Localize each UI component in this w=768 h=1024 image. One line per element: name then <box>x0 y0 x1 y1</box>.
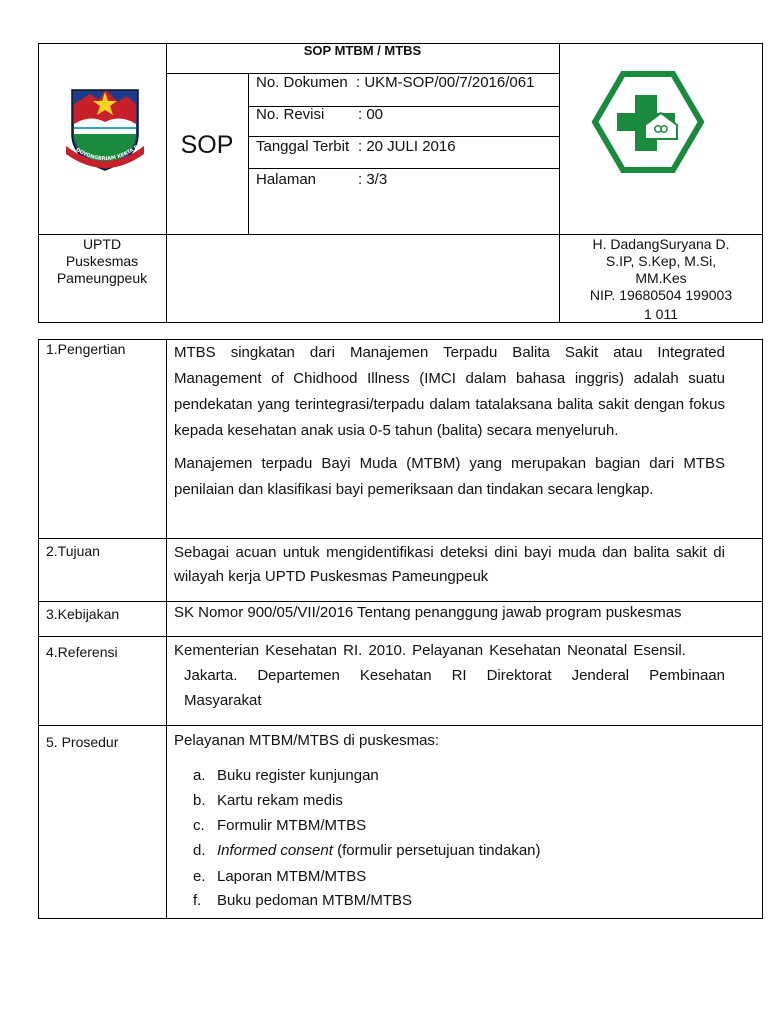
puskesmas-logo <box>591 71 705 174</box>
meta-value-revision: : 00 <box>358 106 384 123</box>
tujuan-text: Sebagai acuan untuk mengidentifikasi deteksi dini bayi muda dan balita sakit di wilayah kerja UPTD Puskesmas Pameungpeuk <box>174 544 725 585</box>
list-marker: e. <box>193 868 206 885</box>
signatory-degree-2: MM.Kes <box>635 270 687 286</box>
signatory-block <box>559 236 763 323</box>
list-item-italic: Informed consent <box>217 842 333 859</box>
document-title: SOP MTBM / MTBS <box>303 43 422 58</box>
signatory-nip: NIP. 19680504 199003 <box>589 287 733 303</box>
meta-value-document-number: : UKM-SOP/00/7/2016/061 <box>356 74 535 91</box>
pengertian-paragraph-1: MTBS singkatan dari Manajemen Terpadu Balita Sakit atau Integrated Management of Chidhood Illness (IMCI dalam bahasa inggris) adalah suatu pendekatan yang terintegrasi/terpadu dalam tatalaksana balita sakit dengan fokus kepada kesehatan anak usia 0-5 tahun (balita) secara menyeluruh. <box>174 344 725 439</box>
meta-label-revision: No. Revisi <box>256 106 325 123</box>
signatory-degree-1: S.IP, S.Kep, M.Si, <box>605 253 717 269</box>
list-marker: a. <box>193 767 206 784</box>
list-marker: f. <box>193 892 202 909</box>
list-item-text: Kartu rekam medis <box>217 792 343 809</box>
list-item-text: Buku register kunjungan <box>217 767 379 784</box>
section-label-referensi: 4.Referensi <box>46 644 118 660</box>
unit-line-1: UPTD <box>82 236 122 252</box>
svg-text:DOYONGBRIAM KERTA RAHARJA: DOYONGBRIAM KERTA R <box>74 144 140 163</box>
referensi-line-1: Kementerian Kesehatan RI. 2010. Pelayanan Kesehatan Neonatal Esensil. <box>174 642 686 659</box>
meta-value-issue-date: : 20 JULI 2016 <box>358 138 456 155</box>
list-item-text: Formulir MTBM/MTBS <box>217 817 367 834</box>
meta-label-issue-date: Tanggal Terbit <box>256 138 350 155</box>
list-item-text: Laporan MTBM/MTBS <box>217 868 367 885</box>
sop-label: SOP <box>180 131 234 159</box>
meta-value-page: : 3/3 <box>358 171 388 188</box>
list-item-rest: (formulir persetujuan tindakan) <box>332 842 541 859</box>
pengertian-paragraph-2: Manajemen terpadu Bayi Muda (MTBM) yang merupakan bagian dari MTBS penilaian dan klasifikasi bayi pemeriksaan dan tindakan secara lengkap. <box>174 455 725 498</box>
list-marker: c. <box>193 817 205 834</box>
section-label-kebijakan: 3.Kebijakan <box>46 606 120 622</box>
section-label-tujuan: 2.Tujuan <box>46 543 100 559</box>
unit-line-2: Puskesmas <box>65 253 139 269</box>
list-marker: d. <box>193 842 206 859</box>
meta-label-document-number: No. Dokumen <box>256 74 348 91</box>
list-item-text: Buku pedoman MTBM/MTBS <box>217 892 413 909</box>
unit-line-3: Pameungpeuk <box>56 270 148 286</box>
unit-name <box>38 236 166 287</box>
kebijakan-text: SK Nomor 900/05/VII/2016 Tentang penanggung jawab program puskesmas <box>174 604 682 621</box>
list-marker: b. <box>193 792 206 809</box>
list-item-text <box>217 842 541 859</box>
section-label-pengertian: 1.Pengertian <box>46 341 126 357</box>
signatory-name: H. DadangSuryana D. <box>592 236 730 252</box>
signatory-nip-cont: 1 011 <box>644 306 678 322</box>
referensi-line-2: Jakarta. Departemen Kesehatan RI Direktorat Jenderal Pembinaan <box>184 667 725 684</box>
prosedur-intro: Pelayanan MTBM/MTBS di puskesmas: <box>174 732 440 749</box>
section-label-prosedur: 5. Prosedur <box>46 734 119 750</box>
meta-label-page: Halaman <box>256 171 317 188</box>
referensi-line-3: Masyarakat <box>184 692 262 709</box>
regency-coat-of-arms-logo <box>60 84 150 174</box>
